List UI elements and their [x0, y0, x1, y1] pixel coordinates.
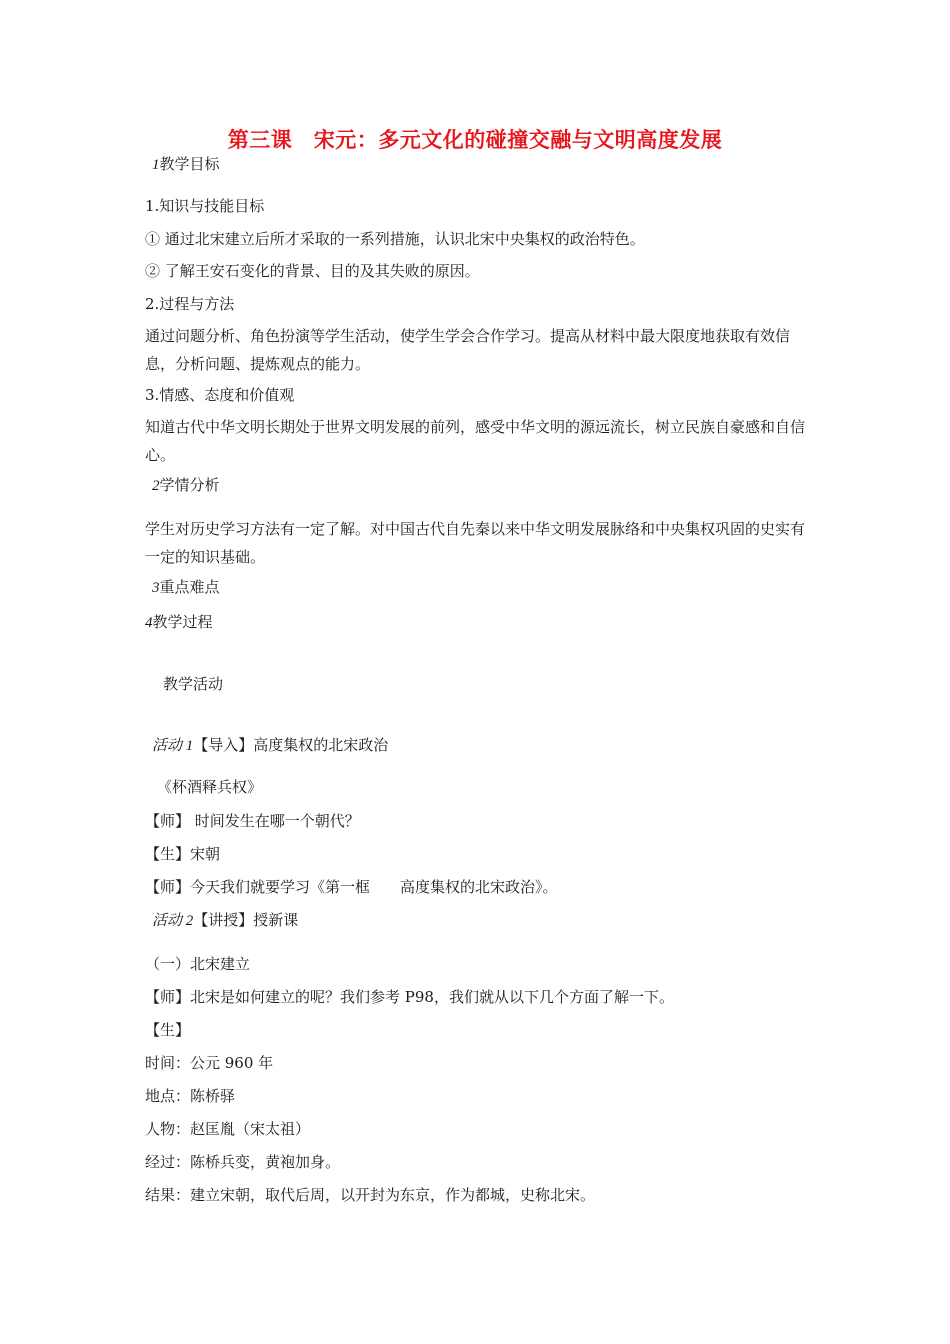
dialogue-line: 【生】: [145, 1021, 191, 1039]
section-label: 重点难点: [159, 578, 220, 596]
section-number: 4: [145, 615, 153, 631]
section-student-analysis: [152, 475, 220, 496]
section-key-points: [152, 577, 220, 598]
fact-time: 时间：公元 960 年: [145, 1054, 274, 1072]
section-label: 教学过程: [152, 613, 213, 631]
subsection-heading: （一）北宋建立: [145, 955, 251, 973]
activity-prefix: 活动 2: [152, 913, 194, 929]
section-label: 学情分析: [159, 476, 220, 494]
goal-process-heading: 2.过程与方法: [145, 295, 235, 313]
goal-knowledge-item-2: ② 了解王安石变化的背景、目的及其失败的原因。: [145, 262, 480, 280]
fact-place: 地点：陈桥驿: [145, 1087, 236, 1105]
section-number: 1: [152, 157, 160, 173]
activity-title: 【讲授】授新课: [193, 911, 299, 929]
lesson-title: 第三课 宋元：多元文化的碰撞交融与文明高度发展: [227, 127, 723, 152]
activity-2-heading: [152, 910, 298, 931]
fact-event: 经过：陈桥兵变，黄袍加身。: [145, 1153, 341, 1171]
section-number: 3: [152, 580, 160, 596]
section-teaching-process: [145, 612, 213, 633]
section-teaching-goals: [152, 154, 220, 175]
fact-result: 结果：建立宋朝，取代后周，以开封为东京，作为都城，史称北宋。: [145, 1186, 596, 1204]
story-title: 《杯酒释兵权》: [157, 778, 263, 796]
goal-attitude-text: 知道古代中华文明长期处于世界文明发展的前列，感受中华文明的源远流长，树立民族自豪感和自信心。: [145, 418, 806, 464]
dialogue-line: 【生】宋朝: [145, 845, 221, 863]
student-analysis-text: 学生对历史学习方法有一定了解。对中国古代自先秦以来中华文明发展脉络和中央集权巩固的史实有一定的知识基础。: [145, 520, 806, 566]
activity-prefix: 活动 1: [152, 738, 194, 754]
activity-title: 【导入】高度集权的北宋政治: [193, 736, 389, 754]
goal-knowledge-heading: 1.知识与技能目标: [145, 197, 265, 215]
goal-attitude-heading: 3.情感、态度和价值观: [145, 386, 295, 404]
section-number: 2: [152, 478, 160, 494]
fact-person: 人物：赵匡胤（宋太祖）: [145, 1120, 311, 1138]
activities-heading: 教学活动: [163, 675, 224, 693]
section-label: 教学目标: [159, 155, 220, 173]
dialogue-line: 【师】北宋是如何建立的呢？我们参考 P98，我们就从以下几个方面了解一下。: [145, 988, 674, 1006]
goal-knowledge-item-1: ① 通过北宋建立后所才采取的一系列措施，认识北宋中央集权的政治特色。: [145, 230, 645, 248]
dialogue-line: 【师】 时间发生在哪一个朝代？: [145, 812, 360, 830]
activity-1-heading: [152, 735, 388, 756]
dialogue-line: 【师】今天我们就要学习《第一框 高度集权的北宋政治》。: [145, 878, 558, 896]
goal-process-text: 通过问题分析、角色扮演等学生活动，使学生学会合作学习。提高从材料中最大限度地获取有效信息，分析问题、提炼观点的能力。: [145, 327, 791, 373]
